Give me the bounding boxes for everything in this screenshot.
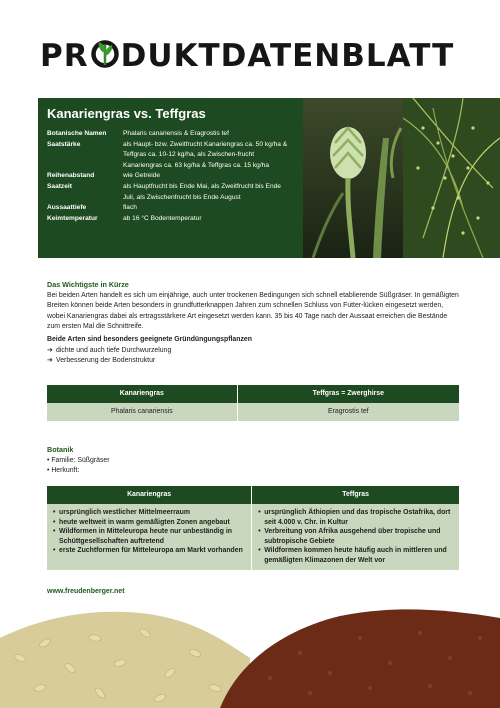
spec-list: [47, 129, 294, 224]
list-item: • ursprünglich Äthiopien und das tropische Ostafrika, dort seit 4.000 v. Chr. in Kultur: [258, 508, 453, 527]
spec-value: wie Getreide: [123, 172, 161, 180]
table-header: Teffgras: [251, 486, 459, 504]
benefit-text: Verbesserung der Bodenstruktur: [56, 357, 156, 365]
spec-value: als Haupt- bzw. Zweitfrucht Kanariengras ca. 50 kg/ha & Teffgras ca. 10-12 kg/ha, als Zwischen-frucht Kanariengras ca. 63 kg/ha & Teffgras ca. 15 kg/ha: [123, 140, 288, 169]
spec-label: Aussaattiefe: [47, 204, 87, 212]
list-item: • ursprünglich westlicher Mittelmeerraum: [53, 508, 245, 518]
spec-row: [47, 203, 294, 214]
list-item: • Wildformen in Mitteleuropa heute nur unbeständig in Schüttgesellschaften auftretend: [53, 527, 245, 546]
hero-title: Kanariengras vs. Teffgras: [47, 106, 206, 121]
hero-section: [38, 98, 500, 258]
spec-value: flach: [123, 204, 137, 212]
names-table: [47, 385, 459, 421]
table-header: Kanariengras: [47, 385, 237, 403]
summary-text: Bei beiden Arten handelt es sich um einjährige, auch unter trockenen Bedingungen sich schnell etablierende Süßgräser. In gemäßigten Breiten können beide Arten besonders in grundfutterknappen Jahren zum schnellen Schluss von Futter-lücken eingesetzt werden, wobei Kanariengras dabei als ertragsstärkere Art eingesetzt werden kann. 35 bis 40 Tage nach der Aussaat erreichen die Bestände zum ersten Mal die Schnittreife.: [47, 291, 459, 331]
spec-label: Saatzeit: [47, 182, 72, 190]
spec-row: [47, 214, 294, 225]
table-header: Teffgras = Zwerghirse: [237, 385, 459, 403]
spec-label: Keimtemperatur: [47, 214, 98, 222]
page-header: [0, 0, 500, 98]
spec-value: Phalaris canariensis & Eragrostis tef: [123, 130, 229, 137]
table-cell: [251, 504, 459, 570]
list-item: • erste Zuchtformen für Mitteleuropa am Markt vorhanden: [53, 546, 245, 556]
leaf-o-logo-icon: [90, 39, 120, 69]
spec-row: [47, 171, 294, 182]
list-item: • heute weltweit in warm gemäßigten Zonen angebaut: [53, 518, 245, 528]
spec-label: Botanische Namen: [47, 130, 107, 137]
title-part-1: PR: [40, 38, 89, 74]
page-title: [40, 38, 460, 78]
table-header: Kanariengras: [47, 486, 251, 504]
list-item: • Wildformen kommen heute häufig auch in mittleren und gemäßigten Klimazonen der Welt vor: [258, 546, 453, 565]
botanik-item-text: Familie: Süßgräser: [51, 456, 110, 464]
botanik-section: [47, 445, 459, 477]
spec-value: ab 16 °C Bodentemperatur: [123, 214, 202, 222]
arrow-right-icon: ➔: [47, 346, 53, 354]
origin-table-wrap: [47, 486, 459, 570]
spec-row: [47, 129, 294, 140]
table-cell: [47, 504, 251, 570]
benefit-item: [47, 346, 459, 357]
seeds-photo: [0, 598, 500, 708]
title-part-2: DUKTDATENBLATT: [120, 38, 455, 74]
spec-row: [47, 140, 294, 172]
spec-row: [47, 182, 294, 203]
table-cell: Phalaris canariensis: [47, 403, 237, 421]
summary-section: [47, 280, 459, 367]
hero-info-panel: [38, 98, 303, 258]
botanik-item-text: Herkunft:: [51, 467, 80, 475]
origin-table: [47, 486, 459, 570]
spec-label: Saatstärke: [47, 140, 81, 148]
spec-value: als Hauptfrucht bis Ende Mai, als Zweitfrucht bis Ende Juli, als Zwischenfrucht bis Ende August: [123, 182, 281, 201]
benefit-text: dichte und auch tiefe Durchwurzelung: [56, 346, 172, 354]
table-cell: Eragrostis tef: [237, 403, 459, 421]
benefit-item: [47, 356, 459, 367]
summary-heading: Das Wichtigste in Kürze: [47, 280, 129, 289]
canary-grass-photo: [303, 98, 403, 258]
teff-grass-photo: [403, 98, 500, 258]
botanik-item: • Familie: Süßgräser: [47, 456, 110, 464]
botanik-heading: Botanik: [47, 445, 74, 454]
benefits-heading: Beide Arten sind besonders geeignete Gründüngungspflanzen: [47, 335, 252, 343]
arrow-right-icon: ➔: [47, 357, 53, 365]
list-item: • Verbreitung von Afrika ausgehend über tropische und subtropische Gebiete: [258, 527, 453, 546]
website-link[interactable]: www.freudenberger.net: [47, 588, 125, 595]
spec-label: Reihenabstand: [47, 172, 95, 180]
botanik-item: • Herkunft:: [47, 467, 80, 475]
names-table-wrap: [47, 385, 459, 421]
